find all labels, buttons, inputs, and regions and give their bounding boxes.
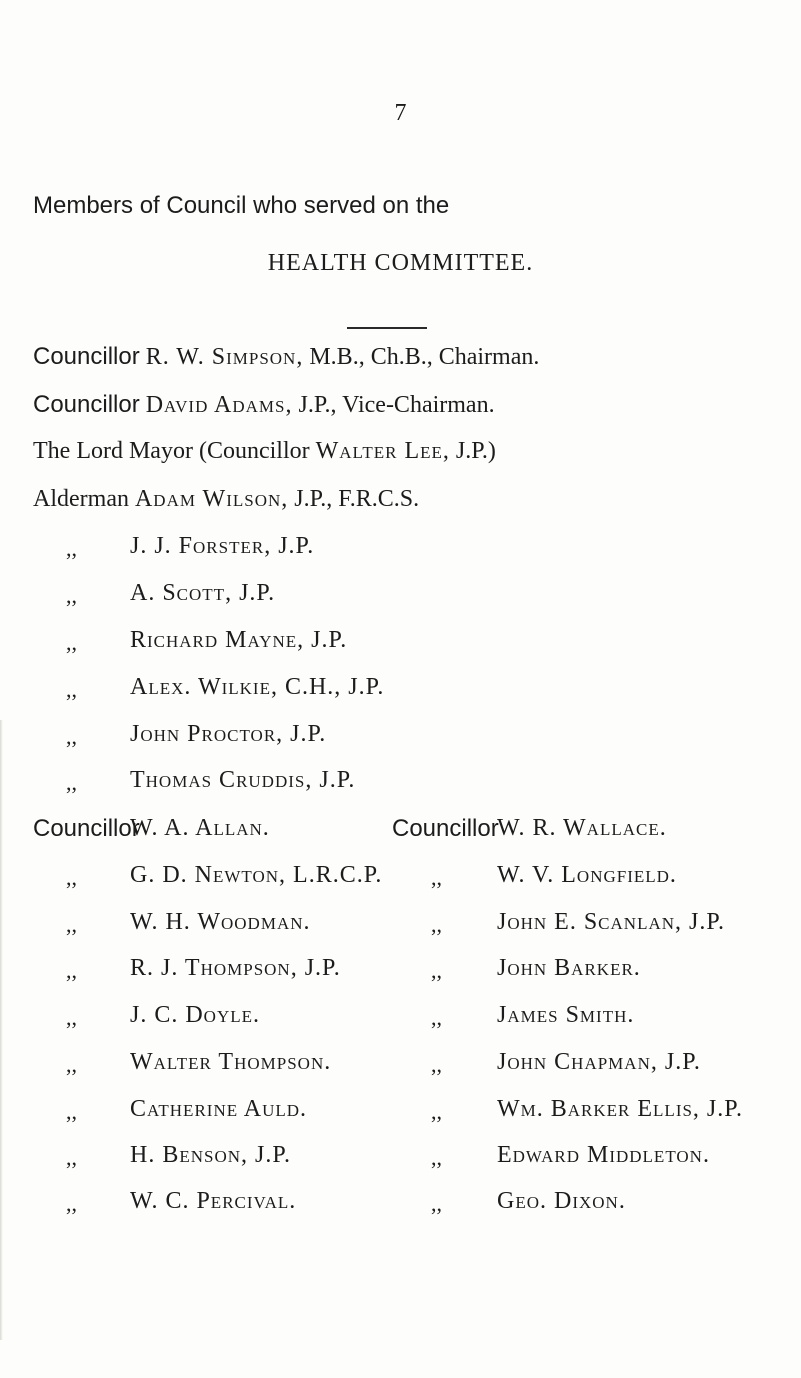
officer-prefix: The Lord Mayor (Councillor bbox=[33, 438, 310, 464]
alderman-name: Alex. Wilkie, C.H., J.P. bbox=[130, 674, 385, 700]
officer-name: R. W. Simpson, bbox=[145, 344, 304, 370]
officer-suffix: M.B., Ch.B., Chairman. bbox=[309, 344, 540, 370]
alderman-name: Richard Mayne, J.P. bbox=[130, 627, 348, 653]
ditto-mark: ,, bbox=[66, 1099, 77, 1124]
councillor-name-right: Geo. Dixon. bbox=[497, 1188, 626, 1214]
officer-name: David Adams, bbox=[145, 392, 293, 418]
ditto-mark: ,, bbox=[66, 536, 77, 561]
ditto-mark: ,, bbox=[431, 865, 442, 890]
councillor-name-left: R. J. Thompson, J.P. bbox=[130, 955, 341, 981]
title-divider bbox=[347, 327, 427, 329]
alderman-name: J. J. Forster, J.P. bbox=[130, 533, 315, 559]
ditto-mark: ,, bbox=[66, 912, 77, 937]
officer-prefix: Councillor bbox=[33, 343, 140, 370]
ditto-mark: ,, bbox=[66, 1145, 77, 1170]
ditto-mark: ,, bbox=[431, 1052, 442, 1077]
ditto-mark: ,, bbox=[431, 1099, 442, 1124]
councillor-name-left: Catherine Auld. bbox=[130, 1096, 308, 1122]
ditto-mark: ,, bbox=[66, 630, 77, 655]
alderman-name: John Proctor, J.P. bbox=[130, 721, 327, 747]
ditto-mark: ,, bbox=[431, 1145, 442, 1170]
officer-prefix: Alderman bbox=[33, 486, 129, 512]
officer-suffix: J.P., F.R.C.S. bbox=[294, 486, 420, 512]
councillor-name-right: W. R. Wallace. bbox=[497, 815, 667, 841]
ditto-mark: ,, bbox=[66, 677, 77, 702]
ditto-mark: ,, bbox=[431, 912, 442, 937]
alderman-name: A. Scott, J.P. bbox=[130, 580, 276, 606]
councillor-name-right: W. V. Longfield. bbox=[497, 862, 677, 888]
officer-line-lord-mayor bbox=[33, 438, 496, 465]
councillor-name-left: Walter Thompson. bbox=[130, 1049, 332, 1075]
councillor-name-left: J. C. Doyle. bbox=[130, 1002, 261, 1028]
councillor-label-right: Councillor bbox=[392, 815, 499, 842]
officer-line-alderman bbox=[33, 486, 419, 513]
councillor-name-right: John Chapman, J.P. bbox=[497, 1049, 701, 1075]
page-number: 7 bbox=[394, 100, 407, 126]
councillor-name-left: W. A. Allan. bbox=[130, 815, 270, 841]
officer-suffix: J.P.) bbox=[455, 438, 496, 464]
officer-name: Adam Wilson, bbox=[134, 486, 289, 512]
councillor-name-right: Wm. Barker Ellis, J.P. bbox=[497, 1096, 743, 1122]
ditto-mark: ,, bbox=[431, 1191, 442, 1216]
ditto-mark: ,, bbox=[431, 958, 442, 983]
ditto-mark: ,, bbox=[66, 865, 77, 890]
councillor-label-left: Councillor bbox=[33, 815, 140, 842]
ditto-mark: ,, bbox=[66, 770, 77, 795]
page-edge-shadow bbox=[0, 720, 3, 1340]
officer-suffix: J.P., Vice-Chairman. bbox=[298, 392, 495, 418]
ditto-mark: ,, bbox=[66, 1191, 77, 1216]
councillor-name-right: John E. Scanlan, J.P. bbox=[497, 909, 726, 935]
page-title: HEALTH COMMITTEE. bbox=[267, 250, 534, 276]
councillor-name-right: John Barker. bbox=[497, 955, 641, 981]
councillor-name-left: G. D. Newton, L.R.C.P. bbox=[130, 862, 383, 888]
councillor-name-left: H. Benson, J.P. bbox=[130, 1142, 292, 1168]
councillor-name-right: Edward Middleton. bbox=[497, 1142, 710, 1168]
officer-prefix: Councillor bbox=[33, 391, 140, 418]
ditto-mark: ,, bbox=[431, 1005, 442, 1030]
councillor-name-right: James Smith. bbox=[497, 1002, 635, 1028]
ditto-mark: ,, bbox=[66, 724, 77, 749]
officer-line-vice-chairman bbox=[33, 391, 495, 419]
intro-text: Members of Council who served on the bbox=[33, 192, 450, 219]
ditto-mark: ,, bbox=[66, 583, 77, 608]
officer-name: Walter Lee, bbox=[315, 438, 450, 464]
alderman-name: Thomas Cruddis, J.P. bbox=[130, 767, 356, 793]
ditto-mark: ,, bbox=[66, 958, 77, 983]
officer-line-chairman bbox=[33, 343, 539, 371]
ditto-mark: ,, bbox=[66, 1052, 77, 1077]
councillor-name-left: W. C. Percival. bbox=[130, 1188, 297, 1214]
ditto-mark: ,, bbox=[66, 1005, 77, 1030]
councillor-name-left: W. H. Woodman. bbox=[130, 909, 311, 935]
